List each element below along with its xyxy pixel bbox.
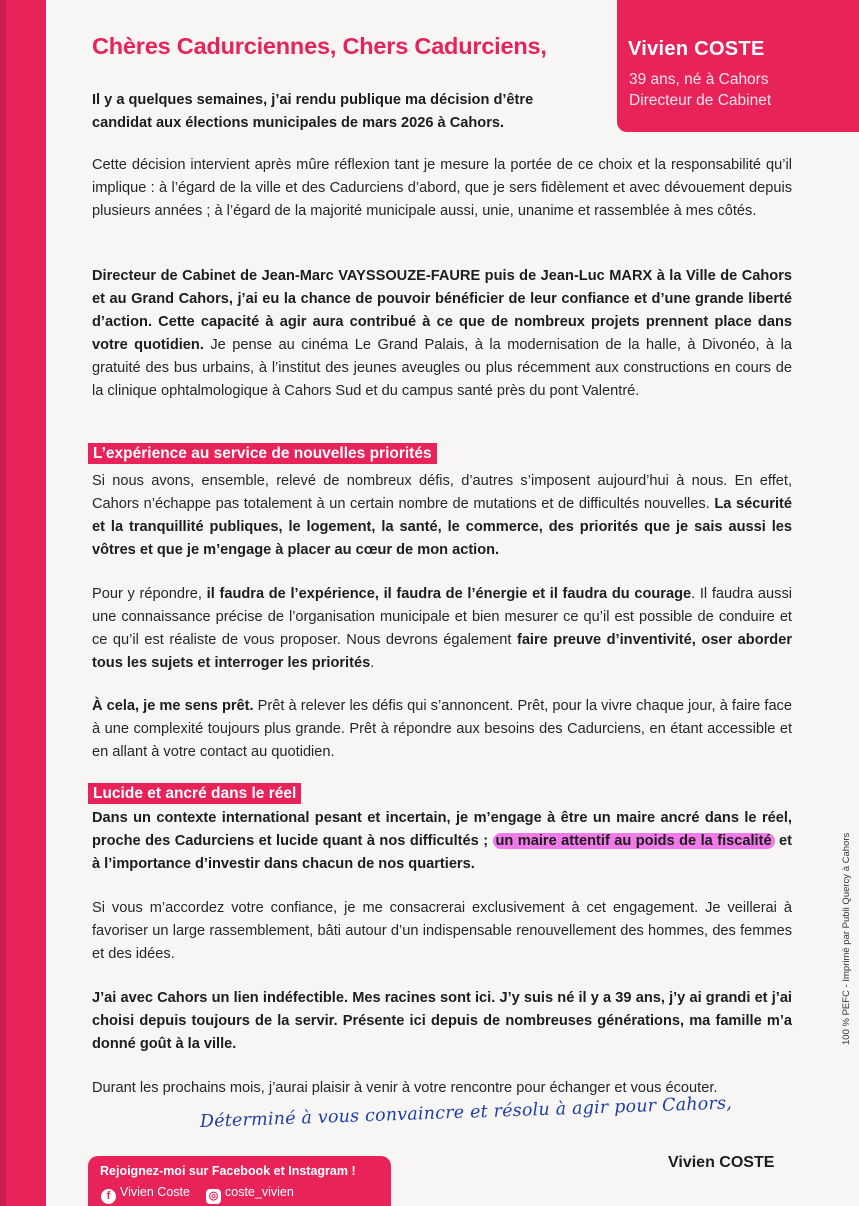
paragraph-respond — [92, 583, 792, 675]
career-bold: Directeur de Cabinet de Jean-Marc VAYSSOUZE-FAURE puis de Jean-Luc MARX à la Ville de Cahors et au Grand Cahors, j’ai eu la chance de pouvoir bénéficier de leur confiance et d’une grande liberté d’action. Cette capacité à agir aura contribué à ce que de nombreux projets prennent place dans votre quotidien. — [92, 268, 792, 353]
facebook-icon: f — [101, 1189, 116, 1204]
ready-text: Prêt à relever les défis qui s’annoncent. Prêt, pour la vivre chaque jour, à faire face à une complexité toujours plus grande. Prêt à répondre aux besoins des Cadurciens, en étant accessible et en allant à votre contact au quotidien. — [92, 698, 792, 760]
candidate-name: Vivien COSTE — [628, 38, 765, 60]
letter-title: Chères Cadurciennes, Chers Cadurciens, — [92, 33, 547, 59]
fiscality-highlight: un maire attentif au poids de la fiscalité — [493, 833, 775, 849]
social-banner — [88, 1156, 391, 1206]
signature-name: Vivien COSTE — [668, 1154, 775, 1171]
paragraph-ready — [92, 695, 792, 764]
paragraph-context — [92, 807, 792, 876]
respond-bold-b: faire preuve d’inventivité, oser aborder tous les sujets et interroger les priorités — [92, 631, 793, 671]
paragraph-commitment: Si vous m’accordez votre confiance, je me consacrerai exclusivement à cet engagement. Je veillerai à favoriser un large rassemblement, bâti autour d’un indispensable renouvellement des hommes, des femmes et des idées. — [92, 900, 792, 962]
ready-bold: À cela, je me sens prêt. — [92, 698, 254, 714]
respond-text-a: Pour y répondre, — [92, 586, 207, 602]
left-color-band — [0, 0, 46, 1206]
challenges-text: Si nous avons, ensemble, relevé de nombreux défis, d’autres s’imposent aujourd’hui à nous. En effet, Cahors n’échappe pas totalement à un certain nombre de mutations et de difficultés nouvelles. — [92, 473, 792, 512]
section-heading-lucide: Lucide et ancré dans le réel — [88, 783, 301, 804]
social-heading: Rejoignez-moi sur Facebook et Instagram ! — [100, 1164, 356, 1178]
section-heading-experience: L’expérience au service de nouvelles priorités — [88, 443, 437, 464]
intro-paragraph: Il y a quelques semaines, j’ai rendu publique ma décision d’être candidat aux élections municipales de mars 2026 à Cahors. — [92, 92, 534, 131]
context-text-a: Dans un contexte international pesant et incertain, je m’engage à être un maire ancré dans le réel, proche des Cadurciens et lucide quant à nos difficultés ; — [92, 810, 792, 849]
candidate-age: 39 ans, né à Cahors — [629, 71, 769, 88]
facebook-link[interactable] — [101, 1185, 190, 1204]
paragraph-challenges — [92, 470, 792, 562]
context-text-b: et à l’importance d’investir dans chacun de nos quartiers. — [92, 832, 792, 872]
respond-text-b: . Il faudra aussi une connaissance précise de l’organisation municipale et bien mesurer ce qu’il est possible de conduire et ce qu’il est réaliste de vous proposer. Nous devrons également — [92, 586, 793, 648]
respond-bold-a: il faudra de l’expérience, il faudra de l’énergie et il faudra du courage — [206, 586, 692, 602]
handwritten-signature-line: Déterminé à vous convaincre et résolu à agir pour Cahors, — [199, 1093, 733, 1132]
candidate-box — [617, 0, 859, 132]
career-text: Je pense au cinéma Le Grand Palais, à la modernisation de la halle, à Divonéo, à la gratuité des bus urbains, à l’institut des jeunes aveugles ou plus récemment aux constructions en cours de la clinique ophtalmologique à Cahors Sud et du campus santé près du pont Valentré. — [92, 336, 792, 399]
print-credit: 100 % PEFC - Imprimé par Publi Quercy à Cahors — [841, 832, 852, 1045]
candidate-role: Directeur de Cabinet — [629, 92, 772, 109]
facebook-handle: Vivien Coste — [120, 1185, 190, 1199]
challenges-bold: La sécurité et la tranquillité publiques, le logement, la santé, le commerce, des priorités que je sais aussi les vôtres et que je m’engage à placer au cœur de mon action. — [92, 495, 793, 558]
instagram-handle: coste_vivien — [225, 1185, 294, 1199]
respond-text-c: . — [370, 654, 375, 671]
paragraph-career — [92, 265, 792, 402]
paragraph-decision: Cette décision intervient après mûre réflexion tant je mesure la portée de ce choix et la responsabilité qu’il implique : à l’égard de la ville et des Cadurciens d’abord, que je sers fidèlement et avec dévouement depuis plusieurs années ; à l’égard de la majorité municipale aussi, unie, unanime et rassemblée à mes côtés. — [92, 157, 792, 219]
instagram-icon: ◎ — [206, 1189, 221, 1204]
instagram-link[interactable] — [206, 1185, 294, 1204]
paragraph-roots: J’ai avec Cahors un lien indéfectible. Mes racines sont ici. J’y suis né il y a 39 ans, j’y ai grandi et j’ai choisi depuis toujours de la servir. Présente ici depuis de nombreuses générations, ma famille m’a donné goût à la ville. — [92, 990, 792, 1052]
paragraph-closing: Durant les prochains mois, j’aurai plaisir à venir à votre rencontre pour échanger et vous écouter. — [92, 1080, 718, 1096]
left-band-edge — [0, 0, 6, 1206]
